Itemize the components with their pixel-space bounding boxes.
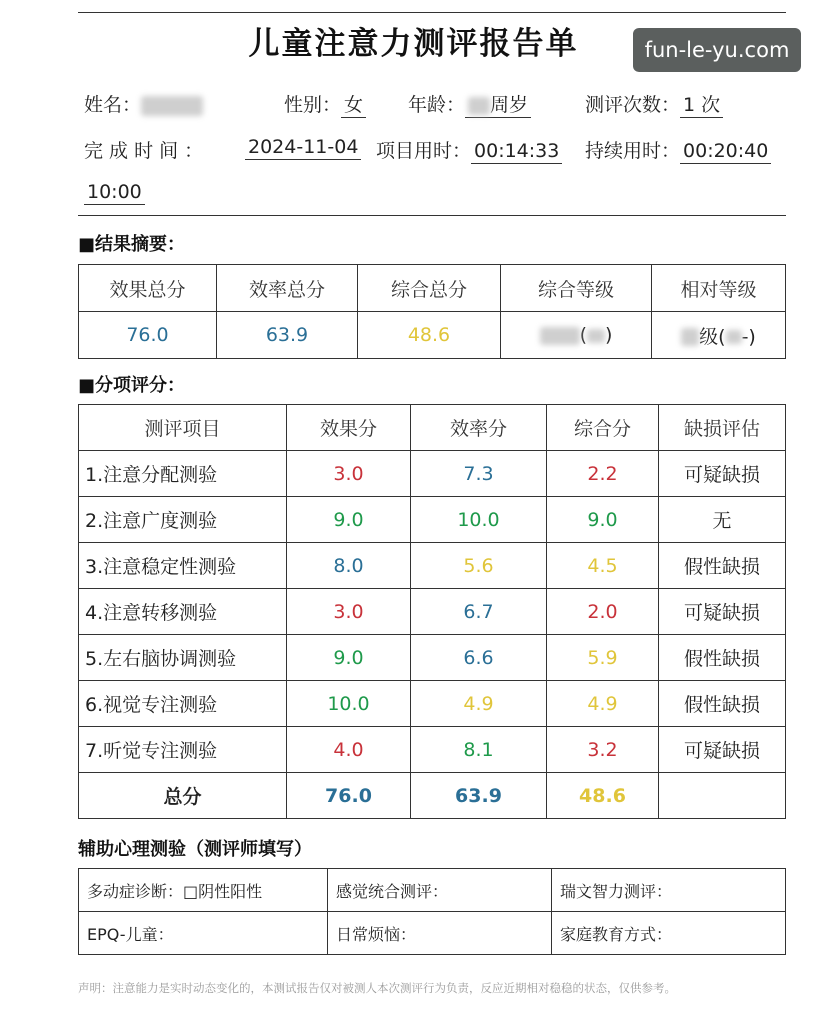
project-time-label: 项目用时：: [376, 140, 472, 162]
row-efficiency: 10.0: [411, 497, 547, 543]
row-item: 2.注意广度测验: [79, 497, 287, 543]
adhd-label: 多动症诊断：: [87, 881, 184, 901]
row-item: 4.注意转移测验: [79, 589, 287, 635]
row-efficiency: 8.1: [411, 727, 547, 773]
total-label: 总分: [79, 773, 287, 819]
row-effect: 10.0: [287, 681, 411, 727]
row-effect: 4.0: [287, 727, 411, 773]
row-composite: 3.2: [547, 727, 659, 773]
scores-header-effect: 效果分: [287, 405, 411, 451]
table-row: [79, 589, 786, 635]
family-cell: [552, 912, 786, 955]
row-composite: 2.2: [547, 451, 659, 497]
duration-field: [585, 136, 771, 163]
summary-value-row: [79, 312, 786, 359]
row-item: 5.左右脑协调测验: [79, 635, 287, 681]
summary-header-relative-grade: 相对等级: [652, 265, 786, 312]
row-assessment: 假性缺损: [659, 543, 786, 589]
row-item: 6.视觉专注测验: [79, 681, 287, 727]
summary-efficiency-value: 63.9: [217, 312, 358, 359]
row-effect: 3.0: [287, 589, 411, 635]
finish-date-value: 2024-11-04: [245, 136, 361, 160]
table-row: [79, 635, 786, 681]
row-item: 3.注意稳定性测验: [79, 543, 287, 589]
row-effect: 9.0: [287, 635, 411, 681]
relative-grade-close: -): [741, 325, 756, 348]
info-divider: [78, 215, 786, 216]
name-label: 姓名：: [84, 94, 142, 116]
row-composite: 2.0: [547, 589, 659, 635]
count-label: 测评次数：: [585, 94, 681, 116]
row-item: 1.注意分配测验: [79, 451, 287, 497]
project-time-field: [376, 136, 562, 163]
age-unit: 周岁: [490, 94, 529, 116]
count-value: 1 次: [680, 94, 723, 118]
count-field: [585, 90, 723, 117]
aux-row-1: [79, 869, 786, 912]
table-row: [79, 497, 786, 543]
name-redacted: [141, 96, 203, 116]
age-redacted: [468, 97, 490, 115]
duration-label: 持续用时：: [585, 140, 681, 162]
row-efficiency: 7.3: [411, 451, 547, 497]
daily-cell: [328, 912, 552, 955]
finish-clock-field: [84, 181, 145, 203]
scores-header-row: [79, 405, 786, 451]
scores-header-item: 测评项目: [79, 405, 287, 451]
aux-section-title: 辅助心理测验（测评师填写）: [78, 839, 312, 860]
summary-header-efficiency: 效率总分: [217, 265, 358, 312]
overall-grade-open: (: [579, 324, 587, 346]
row-composite: 9.0: [547, 497, 659, 543]
aux-row-2: [79, 912, 786, 955]
row-efficiency: 6.7: [411, 589, 547, 635]
summary-effect-value: 76.0: [79, 312, 217, 359]
adhd-checkbox[interactable]: □: [183, 881, 199, 901]
relative-grade-inner-redacted: [726, 330, 742, 344]
sensory-cell: [328, 869, 552, 912]
table-row: [79, 727, 786, 773]
gender-value: 女: [341, 94, 366, 118]
family-label: 家庭教育方式：: [560, 924, 673, 944]
row-efficiency: 4.9: [411, 681, 547, 727]
duration-value: 00:20:40: [680, 140, 771, 164]
overall-grade-close: ): [605, 324, 613, 346]
site-watermark: fun-le-yu.com: [633, 28, 801, 72]
row-item: 7.听觉专注测验: [79, 727, 287, 773]
scores-section-title: ■分项评分：: [78, 375, 186, 396]
summary-relative-grade: [652, 312, 786, 359]
aux-table: [78, 868, 786, 955]
summary-header-row: [79, 265, 786, 312]
raven-cell: [552, 869, 786, 912]
total-efficiency: 63.9: [411, 773, 547, 819]
summary-composite-value: 48.6: [358, 312, 501, 359]
relative-grade-middle: 级(: [699, 325, 726, 348]
row-effect: 3.0: [287, 451, 411, 497]
row-efficiency: 6.6: [411, 635, 547, 681]
overall-grade-redacted: [540, 327, 580, 345]
summary-table: [78, 264, 786, 359]
row-composite: 5.9: [547, 635, 659, 681]
row-effect: 9.0: [287, 497, 411, 543]
gender-field: [284, 90, 366, 117]
report-title: 儿童注意力测评报告单: [248, 26, 579, 62]
raven-label: 瑞文智力测评：: [560, 881, 673, 901]
row-assessment: 假性缺损: [659, 635, 786, 681]
row-assessment: 可疑缺损: [659, 589, 786, 635]
disclaimer-text: 声明：注意能力是实时动态变化的，本测试报告仅对被测人本次测评行为负责，反应近期相对稳稳的状态，仅供参考。: [78, 981, 676, 995]
row-assessment: 可疑缺损: [659, 451, 786, 497]
total-row: [79, 773, 786, 819]
row-effect: 8.0: [287, 543, 411, 589]
summary-overall-grade: [501, 312, 652, 359]
table-row: [79, 543, 786, 589]
epq-label: EPQ-儿童：: [87, 924, 174, 944]
summary-header-effect: 效果总分: [79, 265, 217, 312]
adhd-options: 阴性阳性: [198, 881, 263, 901]
epq-cell: [79, 912, 328, 955]
daily-label: 日常烦恼：: [336, 924, 417, 944]
age-field: [408, 90, 531, 117]
scores-table: [78, 404, 786, 819]
project-time-value: 00:14:33: [471, 140, 562, 164]
finish-time-label: 完 成 时 间 ：: [84, 140, 204, 162]
row-composite: 4.9: [547, 681, 659, 727]
finish-clock-value: 10:00: [84, 181, 145, 205]
sensory-label: 感觉统合测评：: [336, 881, 449, 901]
age-value: [465, 94, 531, 118]
finish-date-field: [245, 136, 361, 158]
finish-time-field: [84, 136, 203, 163]
total-assessment-empty: [659, 773, 786, 819]
row-efficiency: 5.6: [411, 543, 547, 589]
table-row: [79, 451, 786, 497]
overall-grade-inner-redacted: [587, 329, 605, 343]
gender-label: 性别：: [284, 94, 342, 116]
row-composite: 4.5: [547, 543, 659, 589]
name-field: [84, 90, 203, 117]
relative-grade-redacted: [681, 328, 699, 346]
row-assessment: 假性缺损: [659, 681, 786, 727]
adhd-cell: [79, 869, 328, 912]
age-label: 年龄：: [408, 94, 466, 116]
summary-header-composite: 综合总分: [358, 265, 501, 312]
top-divider: [78, 12, 786, 13]
scores-header-composite: 综合分: [547, 405, 659, 451]
summary-header-overall-grade: 综合等级: [501, 265, 652, 312]
total-effect: 76.0: [287, 773, 411, 819]
summary-section-title: ■结果摘要：: [78, 234, 186, 255]
scores-header-efficiency: 效率分: [411, 405, 547, 451]
row-assessment: 可疑缺损: [659, 727, 786, 773]
scores-header-assessment: 缺损评估: [659, 405, 786, 451]
total-composite: 48.6: [547, 773, 659, 819]
table-row: [79, 681, 786, 727]
row-assessment: 无: [659, 497, 786, 543]
